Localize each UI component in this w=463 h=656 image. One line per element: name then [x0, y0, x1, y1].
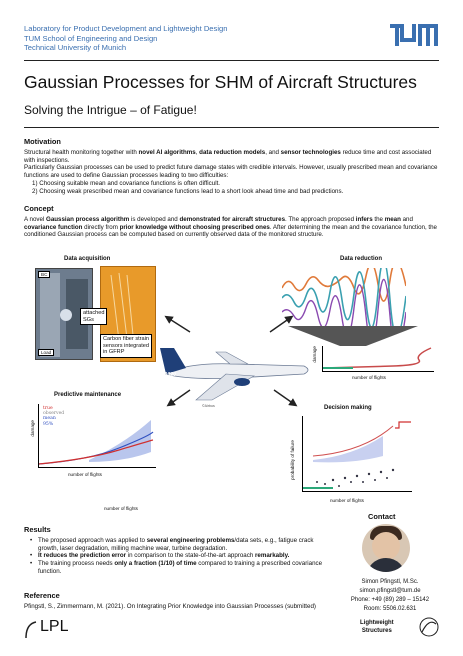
cfs-label: Carbon fiber strain sensors integrated in GFRP: [100, 334, 152, 358]
tum-logo: [390, 24, 438, 46]
reference-heading: Reference: [24, 591, 60, 600]
dm-y-label: probability of failure: [290, 440, 295, 480]
emphasis: only a fraction (1/10) of time: [114, 560, 197, 568]
contact-room: Room: 5506.02.631: [363, 606, 417, 612]
bc-label: BC: [38, 271, 50, 278]
concept-section: [24, 205, 440, 239]
reduced-damage-chart: [322, 346, 434, 372]
motivation-item-2: 2) Choosing weak prescribed mean and covariance functions lead to a short look ahead time and bad predictions.: [32, 187, 344, 195]
motivation-paragraph-2: Particularly Gaussian processes can be used to predict future damage states with credible intervals. However, usually prescribed mean and covariance functions are used to define Gaussian processes leading to two difficulties:: [24, 164, 438, 180]
aircraft-image: [156, 334, 316, 404]
text: , and: [265, 148, 281, 156]
attached-sgs-label: attached SGs: [80, 308, 107, 325]
text: is developed and: [129, 215, 180, 223]
motivation-paragraph-1: [24, 149, 440, 165]
emphasis: sensor technologies: [280, 148, 341, 156]
pm-x-label-1: number of flights: [68, 472, 102, 477]
legend-mean: mean: [43, 416, 56, 422]
text: Structural health monitoring together with: [24, 148, 139, 156]
poster-title: Gaussian Processes for SHM of Aircraft Structures: [24, 72, 417, 92]
lightweight-structures-text: [360, 620, 394, 635]
emphasis: data reduction models: [199, 148, 266, 156]
emphasis: novel AI algorithms: [138, 148, 196, 156]
motivation-item-1: 1) Choosing suitable mean and covariance functions is often difficult.: [32, 179, 221, 187]
emphasis: infers: [355, 215, 373, 223]
pm-legend: [43, 406, 64, 427]
emphasis: covariance function: [24, 223, 83, 231]
a320-mark: A320: [164, 372, 176, 378]
label-data-reduction: Data reduction: [340, 256, 383, 262]
emphasis: several engineering problems: [146, 536, 235, 544]
text: ,: [195, 148, 200, 156]
pm-x-label-2: number of flights: [104, 506, 138, 511]
result-item-3: [30, 560, 324, 576]
contact-name: Simon Pfingstl, M.Sc.: [361, 579, 419, 585]
reference-text: Pfingstl, S., Zimmermann, M. (2021). On Integrating Prior Knowledge into Gaussian Processes (submitted): [24, 602, 316, 610]
result-item-2: [30, 552, 324, 560]
emphasis: remarkably.: [255, 552, 290, 560]
label-predictive-maintenance: Predictive maintenance: [54, 392, 122, 398]
text: reduce time and cost associated with inspections.: [24, 148, 432, 164]
decision-curves: [303, 416, 413, 492]
text: The training process needs: [38, 560, 115, 568]
structures-line: Structures: [361, 627, 392, 634]
contact-phone: Phone: +49 (89) 289 – 15142: [350, 597, 430, 603]
pm-y-label: damage: [30, 420, 35, 437]
emphasis: prior knowledge without choosing prescribed ones: [119, 223, 270, 231]
text: and: [400, 215, 413, 223]
lightweight-line: Lightweight: [360, 620, 394, 626]
header-rule: [24, 60, 439, 61]
results-heading: Results: [24, 525, 51, 534]
emphasis: mean: [384, 215, 401, 223]
lpl-logo-text: LPL: [40, 618, 69, 635]
reduced-curve: [323, 346, 435, 372]
avatar: [362, 524, 410, 572]
text: A novel: [24, 215, 47, 223]
contact-details: [340, 578, 440, 614]
text: in comparison to the state-of-the-art approach: [126, 552, 256, 560]
airbus-credit: ©Airbus: [202, 404, 215, 408]
concept-paragraph: [24, 216, 440, 239]
emphasis: Gaussian process algorithm: [46, 215, 130, 223]
contact-email[interactable]: simon.pfingstl@tum.de: [359, 588, 421, 594]
result-item-1: [30, 537, 324, 553]
emphasis: demonstrated for aircraft structures: [179, 215, 286, 223]
text: . The approach proposed: [285, 215, 356, 223]
text: /data sets, e.g., fatigue crack growth, laser degradation, milling machine wear, turbine degradation.: [38, 536, 314, 552]
decision-chart: [302, 416, 412, 492]
section-rule: [24, 127, 439, 128]
contact-heading: Contact: [368, 512, 396, 521]
text: directly from: [82, 223, 120, 231]
motivation-heading: Motivation: [24, 137, 61, 146]
institute-line-1: Laboratory for Product Development and Lightweight Design: [24, 24, 228, 33]
results-section: [24, 526, 324, 576]
lpl-logo-icon: [24, 620, 38, 640]
poster-subtitle: Solving the Intrigue – of Fatigue!: [24, 103, 197, 117]
legend-true: true: [43, 406, 53, 411]
motivation-section: [24, 138, 440, 196]
legend-observed: observed: [43, 411, 65, 417]
load-label: Load: [38, 349, 54, 356]
label-data-acquisition: Data acquisition: [64, 256, 111, 262]
dm-x-label: number of flights: [330, 498, 364, 503]
predictive-chart: [38, 404, 156, 468]
institute-line-3: Technical University of Munich: [24, 43, 127, 53]
institute-block: [24, 24, 227, 53]
institute-line-2: TUM School of Engineering and Design: [24, 33, 158, 43]
text: the: [372, 215, 385, 223]
text: compared to training a prescribed covariance function.: [38, 560, 323, 575]
text: . After determining the mean and the covariance function, the conditioned Gaussian process can be computed based on currently observed data of the monitored structure.: [24, 223, 437, 239]
label-decision-making: Decision making: [324, 405, 372, 411]
text: The proposed approach was applied to: [38, 536, 147, 544]
reference-section: [24, 592, 354, 611]
dr-y-label: damage: [312, 346, 317, 363]
emphasis: It reduces the prediction error: [38, 552, 127, 560]
dr-x-label: number of flights: [352, 375, 386, 380]
concept-heading: Concept: [24, 204, 54, 213]
lightweight-structures-logo-icon: [418, 616, 440, 638]
legend-95: 95%: [43, 421, 54, 427]
